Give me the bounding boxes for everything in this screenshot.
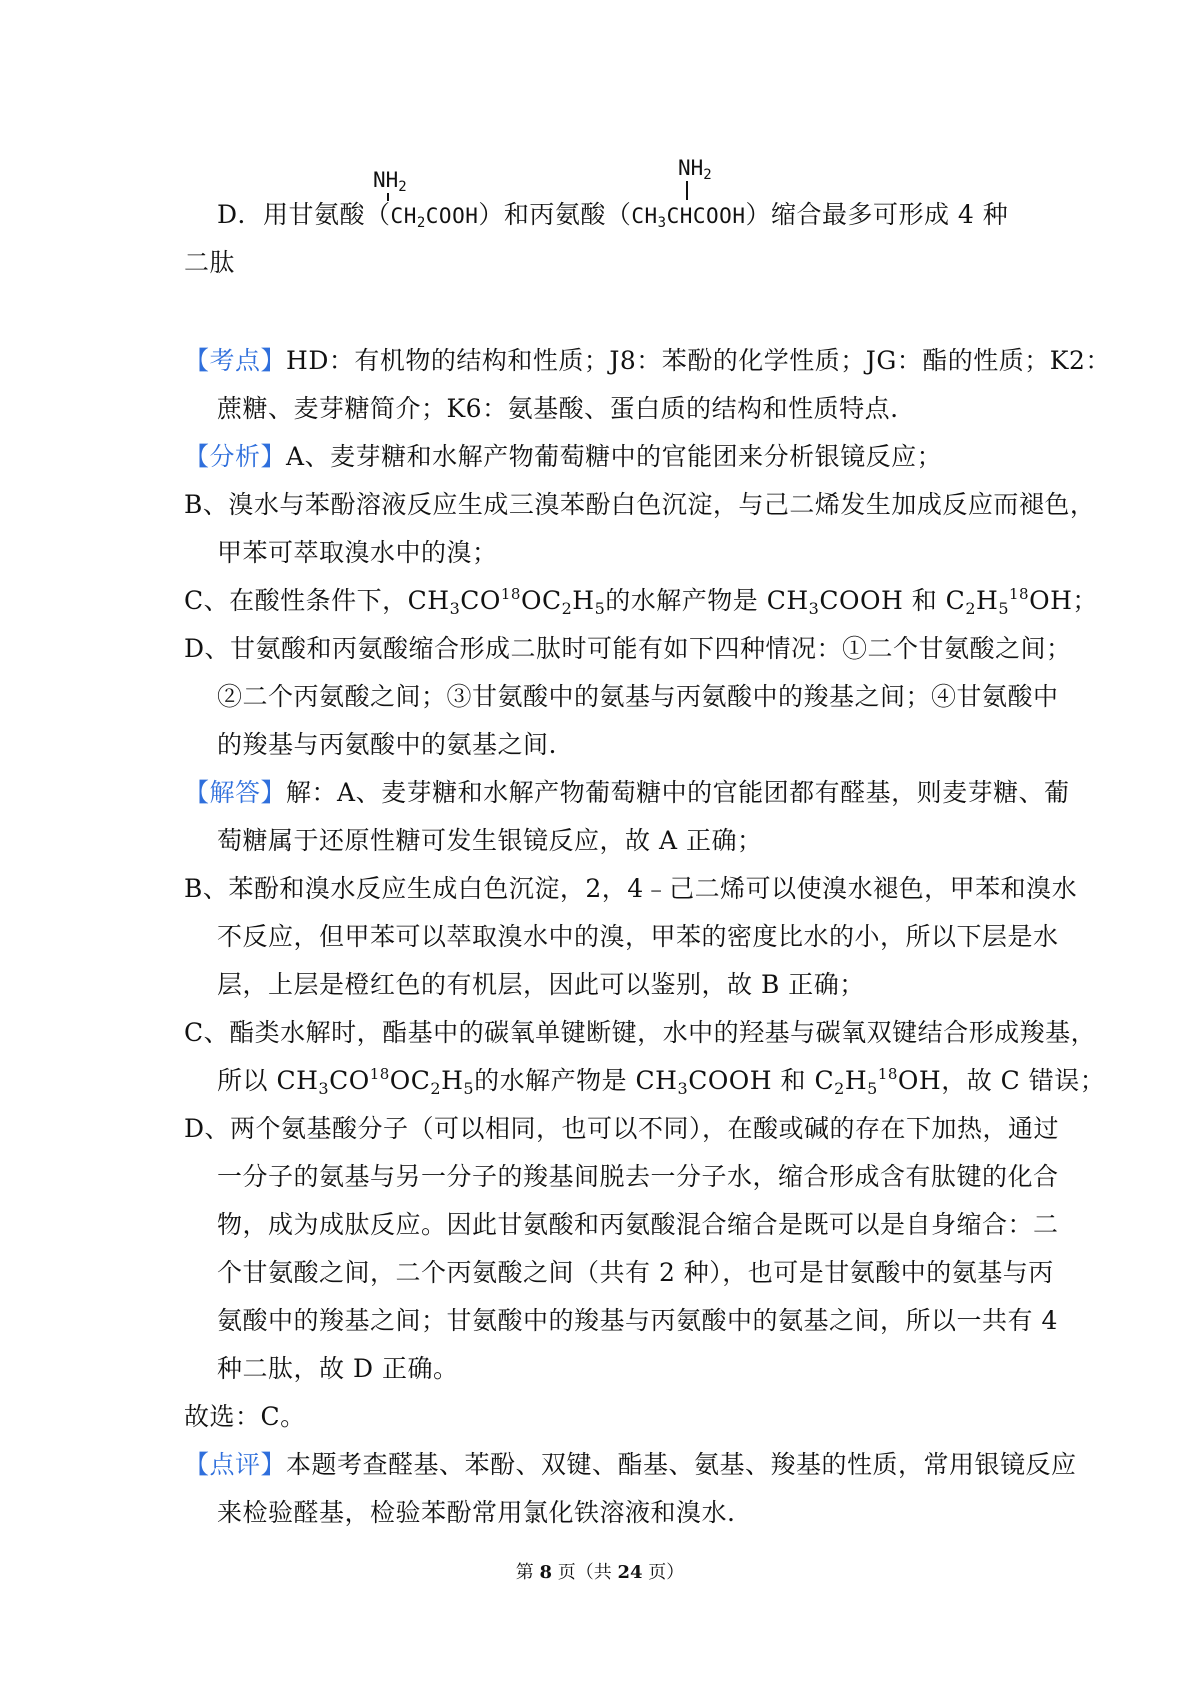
alanine-nh2-group: $NH_2$ [678,156,712,183]
fenxi-line-d1: D、甘氨酸和丙氨酸缩合形成二肽时可能有如下四种情况：①二个甘氨酸之间； [184,634,1072,663]
jieda-line-d1: D、两个氨基酸分子（可以相同，也可以不同），在酸或碱的存在下加热，通过 [184,1114,1060,1143]
answer-line: 故选：C。 [184,1402,306,1431]
page-total: 24 [617,1562,643,1583]
fenxi-line-d2: ②二个丙氨酸之间；③甘氨酸中的氨基与丙氨酸中的羧基之间；④甘氨酸中 [217,682,1059,711]
jieda-line-d6: 种二肽，故 D 正确。 [217,1354,459,1383]
alanine-formula: $CH_3CHCOOH$ [631,204,746,231]
kaodian-line1: 【考点】HD：有机物的结构和性质；J8：苯酚的化学性质；JG：酯的性质；K2： [184,346,1111,375]
jieda-line-d2: 一分子的氨基与另一分子的羧基间脱去一分子水，缩合形成含有肽键的化合 [217,1162,1059,1191]
jieda-tag: 【解答】 [184,778,287,807]
fenxi-line-b2: 甲苯可萃取溴水中的溴； [217,538,498,567]
glycine-nh2-group: $NH_2$ [373,168,407,195]
jieda-line-a2: 萄糖属于还原性糖可发生银镜反应，故 A 正确； [217,826,763,855]
alanine-bond [686,181,688,200]
glycine-formula: $CH_2COOH$ [390,204,479,231]
jieda-line-c2: 所以 $CH_3CO^{18}OC_2H_5$的水解产物是 $CH_3COOH$ 和 $C_2H_5^{18}OH$，故 C 错误； [217,1065,1106,1098]
jieda-line-b1: B、苯酚和溴水反应生成白色沉淀，2，4﹣己二烯可以使溴水褪色，甲苯和溴水 [184,874,1078,903]
fenxi-line-a: 【分析】A、麦芽糖和水解产物葡萄糖中的官能团来分析银镜反应； [184,442,943,471]
kaodian-line2: 蔗糖、麦芽糖简介；K6：氨基酸、蛋白质的结构和性质特点. [217,394,899,423]
kaodian-tag: 【考点】 [184,346,287,375]
dianping-tag: 【点评】 [184,1450,287,1479]
fenxi-tag: 【分析】 [184,442,287,471]
page-number: 8 [539,1562,552,1583]
dianping-line2: 来检验醛基，检验苯酚常用氯化铁溶液和溴水. [217,1498,736,1527]
jieda-line-b3: 层，上层是橙红色的有机层，因此可以鉴别，故 B 正确； [217,970,865,999]
fenxi-line-c: C、在酸性条件下，$CH_3CO^{18}OC_2H_5$的水解产物是 $CH_3COOH$ 和 $C_2H_5^{18}OH$； [184,585,1098,618]
fenxi-line-b1: B、溴水与苯酚溶液反应生成三溴苯酚白色沉淀，与己二烯发生加成反应而褪色， [184,490,1096,519]
jieda-line-d5: 氨酸中的羧基之间；甘氨酸中的羧基与丙氨酸中的氨基之间，所以一共有 4 [217,1306,1058,1335]
fenxi-line-d3: 的羧基与丙氨酸中的氨基之间. [217,730,557,759]
jieda-line-a1: 【解答】解：A、麦芽糖和水解产物葡萄糖中的官能团都有醛基，则麦芽糖、葡 [184,778,1070,807]
jieda-line-b2: 不反应，但甲苯可以萃取溴水中的溴，甲苯的密度比水的小，所以下层是水 [217,922,1059,951]
option-d-line2: 二肽 [184,248,236,277]
page-footer: 第 8 页（共 24 页） [515,1562,685,1583]
jieda-line-d3: 物，成为成肽反应。因此甘氨酸和丙氨酸混合缩合是既可以是自身缩合：二 [217,1210,1059,1239]
jieda-line-c1: C、酯类水解时，酯基中的碳氧单键断键，水中的羟基与碳氧双键结合形成羧基， [184,1018,1097,1047]
option-d-line1: D．用甘氨酸$(CH_2COOH)$和丙氨酸$(CH_3CHCOOH)$缩合最多可形成 4 种 [217,200,1009,231]
dianping-line1: 【点评】本题考查醛基、苯酚、双键、酯基、氨基、羧基的性质，常用银镜反应 [184,1450,1077,1479]
jieda-line-d4: 个甘氨酸之间，二个丙氨酸之间（共有 2 种），也可是甘氨酸中的氨基与丙 [217,1258,1054,1287]
